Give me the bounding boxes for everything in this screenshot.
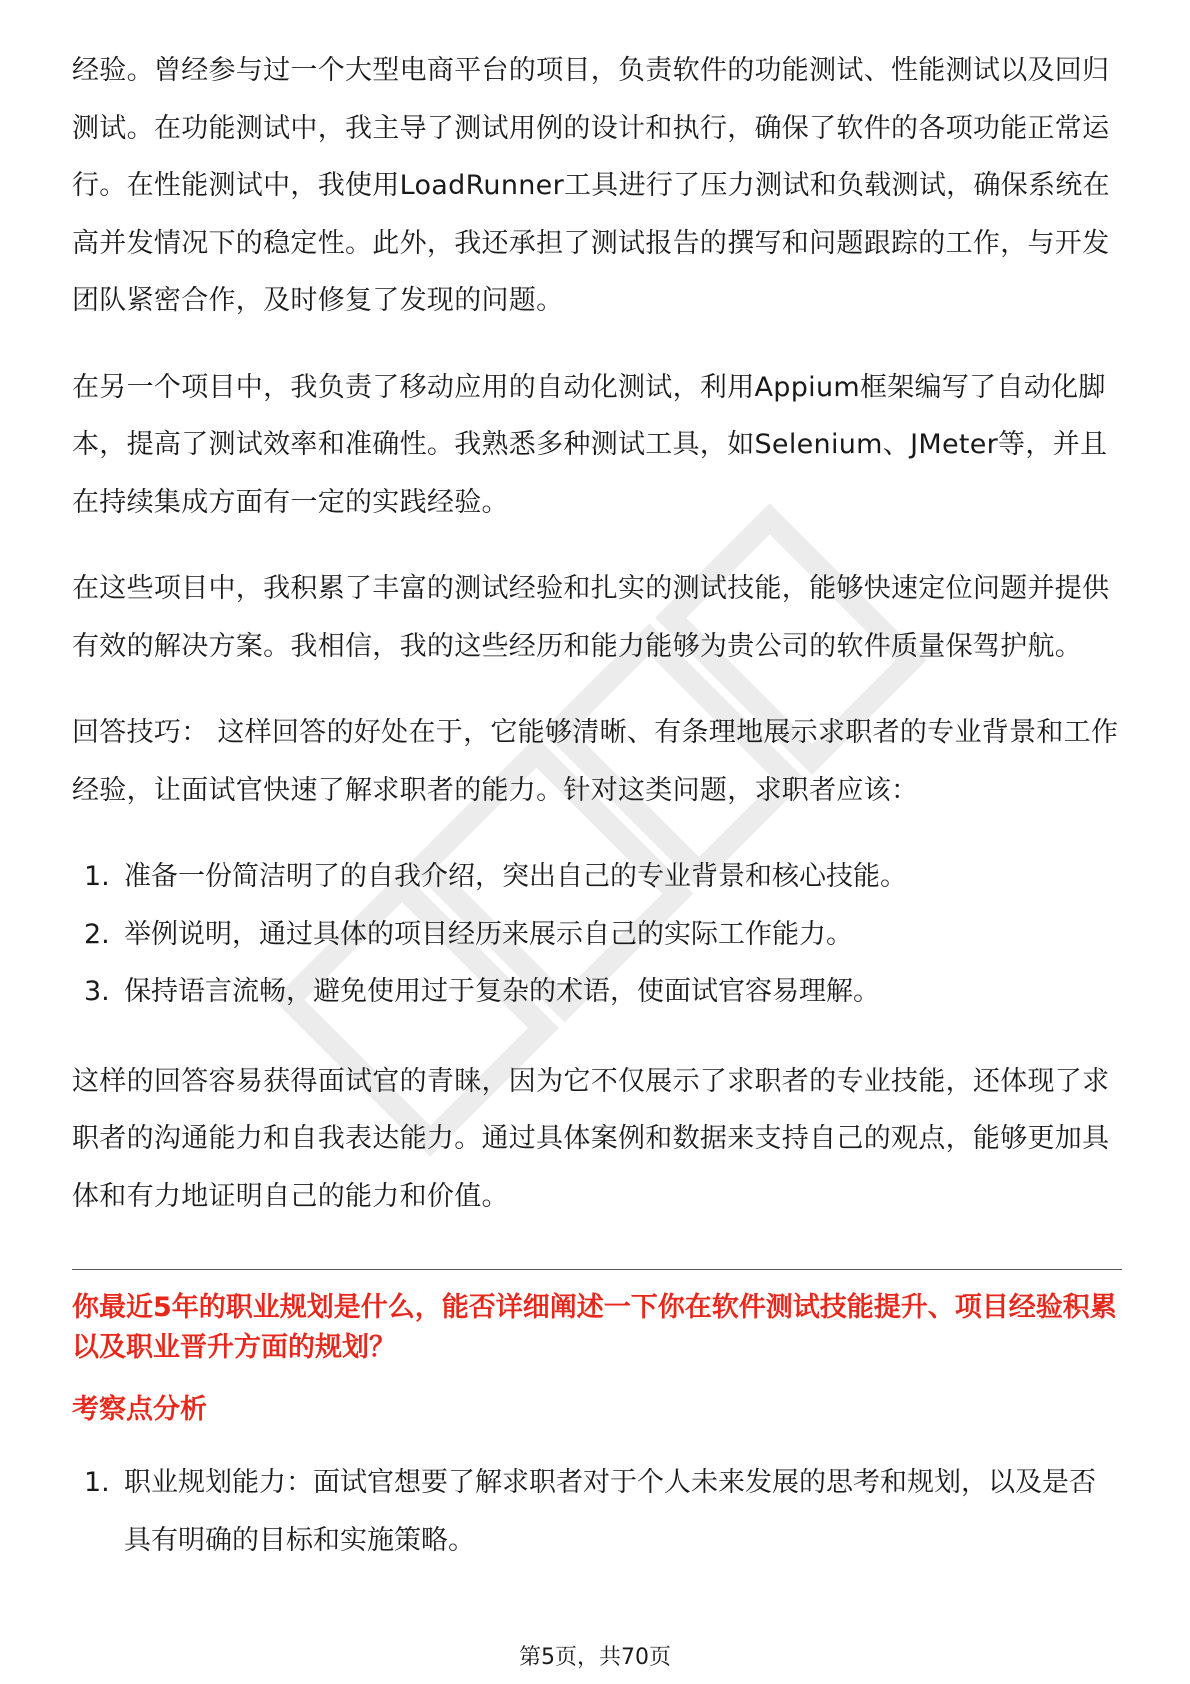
analysis-list [72,1454,1122,1569]
list-item [72,906,1122,964]
list-item-number: 1. [84,861,110,892]
paragraph-closing: 这样的回答容易获得面试官的青睐，因为它不仅展示了求职者的专业技能，还体现了求职者的沟通能力和自我表达能力。通过具体案例和数据来支持自己的观点，能够更加具体和有力地证明自己的能力和价值。 [72,1065,1110,1212]
list-item [72,963,1122,1021]
list-item [72,848,1122,906]
list-item-text: 保持语言流畅，避免使用过于复杂的术语，使面试官容易理解。 [124,976,880,1007]
list-item-number: 2. [84,918,110,950]
paragraph-experience: 经验。曾经参与过一个大型电商平台的项目，负责软件的功能测试、性能测试以及回归测试。在功能测试中，我主导了测试用例的设计和执行，确保了软件的各项功能正常运行。在性能测试中，我使用LoadRunner工具进行了压力测试和负载测试，确保系统在高并发情况下的稳定性。此外，我还承担了测试报告的撰写和问题跟踪的工作，与开发团队紧密合作，及时修复了发现的问题。 [72,55,1110,316]
page-footer: 第5页，共70页 [519,1645,671,1670]
paragraph-answer-tips: 回答技巧： 这样回答的好处在于，它能够清晰、有条理地展示求职者的专业背景和工作经验，让面试官快速了解求职者的能力。针对这类问题，求职者应该： [72,717,1119,806]
list-item [72,1454,1122,1569]
paragraph-summary: 在这些项目中，我积累了丰富的测试经验和扎实的测试技能，能够快速定位问题并提供有效的解决方案。我相信，我的这些经历和能力能够为贵公司的软件质量保驾护航。 [72,573,1110,662]
list-item-number: 1. [84,1467,110,1498]
list-item-text: 准备一份简洁明了的自我介绍，突出自己的专业背景和核心技能。 [124,861,907,892]
section-divider [72,1269,1122,1270]
question-heading: 你最近5年的职业规划是什么，能否详细阐述一下你在软件测试技能提升、项目经验积累以及职业晋升方面的规划？ [72,1292,1117,1363]
list-item-text: 职业规划能力：面试官想要了解求职者对于个人未来发展的思考和规划，以及是否具有明确的目标和实施策略。 [124,1467,1096,1556]
page-content [72,42,1122,1601]
list-item-number: 3. [84,976,110,1007]
list-item-text: 举例说明，通过具体的项目经历来展示自己的实际工作能力。 [124,918,853,950]
analysis-heading: 考察点分析 [72,1394,207,1425]
tips-list [72,848,1122,1021]
paragraph-mobile-automation: 在另一个项目中，我负责了移动应用的自动化测试，利用Appium框架编写了自动化脚本，提高了测试效率和准确性。我熟悉多种测试工具，如Selenium、JMeter等，并且在持续集成方面有一定的实践经验。 [72,371,1108,518]
